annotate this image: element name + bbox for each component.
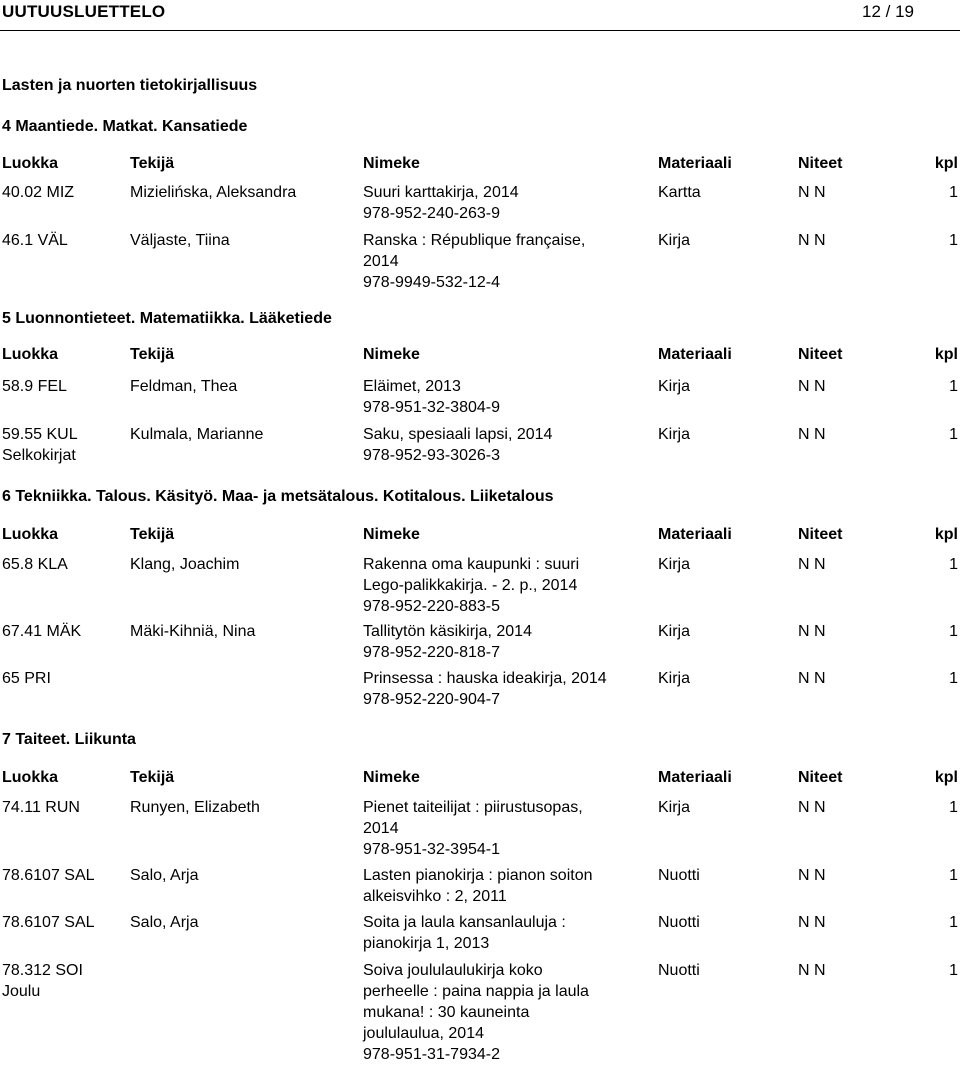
luokka-line: 40.02 MIZ (2, 184, 75, 201)
niteet-cell: N N (798, 962, 826, 979)
tekija-cell: Mizielińska, Aleksandra (130, 184, 297, 201)
luokka-line: Selkokirjat (2, 447, 76, 464)
nimeke-header: Nimeke (363, 155, 420, 172)
nimeke-line: Eläimet, 2013 (363, 378, 461, 395)
luokka-line: 78.6107 SAL (2, 914, 95, 931)
nimeke-line: Rakenna oma kaupunki : suuri (363, 556, 580, 573)
nimeke-line: 978-952-93-3026-3 (363, 447, 500, 464)
section-title: 5 Luonnontieteet. Matematiikka. Lääketiede (2, 310, 332, 327)
nimeke-cell (363, 797, 633, 860)
luokka-line: 67.41 MÄK (2, 623, 82, 640)
materiaali-header: Materiaali (658, 769, 732, 786)
nimeke-line: 978-951-32-3954-1 (363, 841, 500, 858)
nimeke-line: 978-952-220-904-7 (363, 691, 500, 708)
section-title: 7 Taiteet. Liikunta (2, 731, 136, 748)
nimeke-line: 2014 (363, 820, 399, 837)
kpl-header: kpl (934, 346, 958, 363)
niteet-header: Niteet (798, 526, 843, 543)
tekija-cell: Väljaste, Tiina (130, 232, 230, 249)
luokka-line: 78.312 SOI (2, 962, 83, 979)
kpl-cell: 1 (949, 556, 958, 573)
nimeke-line: 978-951-32-3804-9 (363, 399, 500, 416)
materiaali-header: Materiaali (658, 526, 732, 543)
luokka-line: 65 PRI (2, 670, 51, 687)
tekija-cell: Feldman, Thea (130, 378, 238, 395)
materiaali-cell: Nuotti (658, 914, 700, 931)
nimeke-cell (363, 376, 633, 418)
kpl-header: kpl (934, 526, 958, 543)
luokka-header: Luokka (2, 346, 59, 363)
nimeke-line: joululaulua, 2014 (363, 1025, 484, 1042)
nimeke-line: Soita ja laula kansanlauluja : (363, 914, 566, 931)
tekija-header: Tekijä (130, 155, 175, 172)
nimeke-line: 978-952-220-818-7 (363, 644, 500, 661)
nimeke-line: Pienet taiteilijat : piirustusopas, (363, 799, 583, 816)
nimeke-cell (363, 424, 633, 466)
tekija-header: Tekijä (130, 346, 175, 363)
tekija-cell: Runyen, Elizabeth (130, 799, 260, 816)
nimeke-cell (363, 865, 633, 907)
tekija-cell: Klang, Joachim (130, 556, 240, 573)
nimeke-cell (363, 668, 633, 710)
materiaali-cell: Kirja (658, 378, 691, 395)
nimeke-line: alkeisvihko : 2, 2011 (363, 888, 507, 905)
nimeke-line: 978-952-220-883-5 (363, 598, 500, 615)
tekija-cell: Mäki-Kihniä, Nina (130, 623, 256, 640)
materiaali-cell: Kirja (658, 799, 691, 816)
luokka-line: 59.55 KUL (2, 426, 78, 443)
niteet-header: Niteet (798, 769, 843, 786)
nimeke-line: 978-951-31-7934-2 (363, 1046, 500, 1063)
section-title: 6 Tekniikka. Talous. Käsityö. Maa- ja metsätalous. Kotitalous. Liiketalous (2, 488, 554, 505)
nimeke-cell (363, 182, 633, 224)
nimeke-line: Suuri karttakirja, 2014 (363, 184, 519, 201)
nimeke-cell (363, 621, 633, 663)
luokka-cell (2, 912, 122, 933)
niteet-header: Niteet (798, 346, 843, 363)
header-divider (0, 30, 960, 31)
luokka-cell (2, 621, 122, 642)
luokka-cell (2, 230, 122, 251)
kpl-cell: 1 (949, 799, 958, 816)
niteet-cell: N N (798, 670, 826, 687)
nimeke-cell (363, 912, 633, 954)
tekija-cell: Salo, Arja (130, 867, 199, 884)
document-title: UUTUUSLUETTELO (2, 2, 166, 21)
luokka-cell (2, 797, 122, 818)
luokka-cell (2, 865, 122, 886)
kpl-cell: 1 (949, 623, 958, 640)
luokka-line: 58.9 FEL (2, 378, 67, 395)
materiaali-cell: Kirja (658, 426, 691, 443)
kpl-cell: 1 (949, 232, 958, 249)
nimeke-line: Lego-palikkakirja. - 2. p., 2014 (363, 577, 578, 594)
materiaali-header: Materiaali (658, 346, 732, 363)
section-title: 4 Maantiede. Matkat. Kansatiede (2, 118, 248, 135)
niteet-cell: N N (798, 799, 826, 816)
luokka-header: Luokka (2, 155, 59, 172)
luokka-line: Joulu (2, 983, 41, 1000)
luokka-line: 46.1 VÄL (2, 232, 68, 249)
niteet-cell: N N (798, 556, 826, 573)
materiaali-cell: Kirja (658, 556, 691, 573)
nimeke-cell (363, 230, 633, 293)
nimeke-header: Nimeke (363, 769, 420, 786)
tekija-cell: Kulmala, Marianne (130, 426, 264, 443)
niteet-cell: N N (798, 623, 826, 640)
materiaali-cell: Kirja (658, 232, 691, 249)
materiaali-cell: Kartta (658, 184, 701, 201)
nimeke-line: 2014 (363, 253, 399, 270)
nimeke-line: Soiva joululaulukirja koko (363, 962, 543, 979)
kpl-header: kpl (934, 155, 958, 172)
materiaali-cell: Nuotti (658, 867, 700, 884)
nimeke-line: pianokirja 1, 2013 (363, 935, 490, 952)
luokka-cell (2, 182, 122, 203)
luokka-header: Luokka (2, 769, 59, 786)
luokka-line: 78.6107 SAL (2, 867, 95, 884)
nimeke-header: Nimeke (363, 346, 420, 363)
materiaali-cell: Nuotti (658, 962, 700, 979)
nimeke-line: perheelle : paina nappia ja laula (363, 983, 589, 1000)
niteet-cell: N N (798, 378, 826, 395)
nimeke-line: Lasten pianokirja : pianon soiton (363, 867, 593, 884)
nimeke-line: 978-9949-532-12-4 (363, 274, 500, 291)
nimeke-line: 978-952-240-263-9 (363, 205, 500, 222)
materiaali-cell: Kirja (658, 670, 691, 687)
kpl-header: kpl (934, 769, 958, 786)
kpl-cell: 1 (949, 914, 958, 931)
niteet-cell: N N (798, 184, 826, 201)
kpl-cell: 1 (949, 426, 958, 443)
nimeke-line: Saku, spesiaali lapsi, 2014 (363, 426, 553, 443)
luokka-cell (2, 376, 122, 397)
materiaali-header: Materiaali (658, 155, 732, 172)
nimeke-cell (363, 960, 633, 1065)
nimeke-header: Nimeke (363, 526, 420, 543)
materiaali-cell: Kirja (658, 623, 691, 640)
tekija-header: Tekijä (130, 526, 175, 543)
kpl-cell: 1 (949, 962, 958, 979)
luokka-cell (2, 424, 122, 466)
nimeke-line: Ranska : République française, (363, 232, 586, 249)
page-number: 12 / 19 (862, 2, 914, 21)
kpl-cell: 1 (949, 670, 958, 687)
niteet-cell: N N (798, 914, 826, 931)
kpl-cell: 1 (949, 184, 958, 201)
luokka-header: Luokka (2, 526, 59, 543)
nimeke-line: mukana! : 30 kauneinta (363, 1004, 530, 1021)
niteet-cell: N N (798, 232, 826, 249)
luokka-cell (2, 960, 122, 1002)
niteet-header: Niteet (798, 155, 843, 172)
niteet-cell: N N (798, 426, 826, 443)
nimeke-cell (363, 554, 633, 617)
nimeke-line: Prinsessa : hauska ideakirja, 2014 (363, 670, 607, 687)
tekija-header: Tekijä (130, 769, 175, 786)
luokka-cell (2, 554, 122, 575)
nimeke-line: Tallitytön käsikirja, 2014 (363, 623, 532, 640)
luokka-line: 65.8 KLA (2, 556, 68, 573)
kpl-cell: 1 (949, 378, 958, 395)
niteet-cell: N N (798, 867, 826, 884)
luokka-line: 74.11 RUN (2, 799, 80, 816)
tekija-cell: Salo, Arja (130, 914, 199, 931)
luokka-cell (2, 668, 122, 689)
category-title: Lasten ja nuorten tietokirjallisuus (2, 77, 258, 94)
kpl-cell: 1 (949, 867, 958, 884)
